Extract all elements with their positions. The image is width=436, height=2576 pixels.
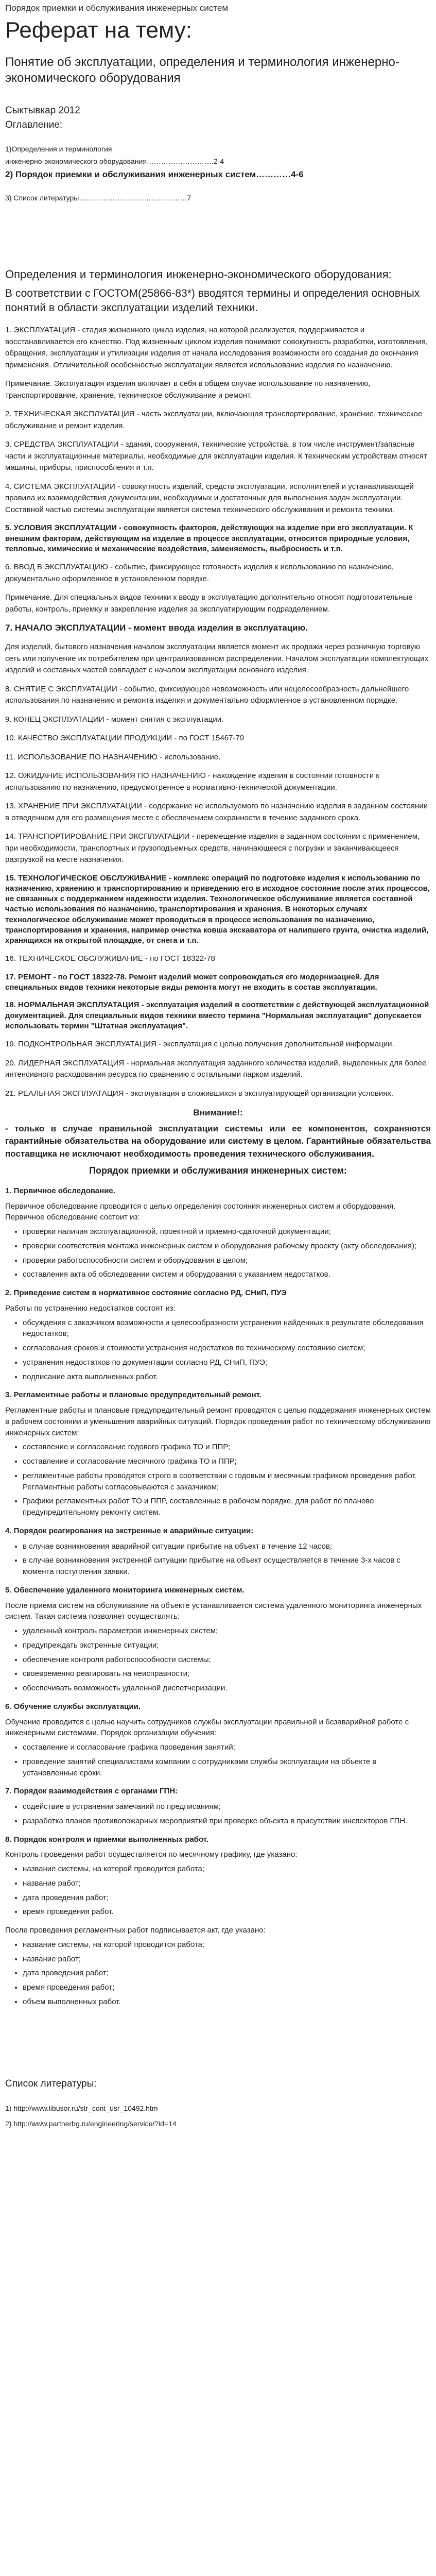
definition: Для изделий, бытового назначения началом эксплуатации является момент их продажи через розничную торговую сеть или получение их потребителем при централизованном распределении. Началом эксплуатации комплектующих изделий и составных частей совпадает с началом эксплуатации основного изделия. bbox=[5, 642, 429, 675]
list-item: • обсуждения с заказчиком возможности и целесообразности устранения найденных в результате обследования недостатков; bbox=[23, 1317, 431, 1340]
definition: 20. ЛИДЕРНАЯ ЭКСПЛУАТАЦИЯ - нормальная эксплуатация заданного количества изделий, выделенных для более интенсивного расходования ресурса по сравнению с остальными парком изделий. bbox=[5, 1058, 427, 1079]
step-list bbox=[5, 1442, 431, 1518]
step-text: Работы по устранению недостатков состоят из: bbox=[5, 1303, 176, 1313]
toc-item-3: 3) Список литературы………………………………………7 bbox=[5, 193, 191, 202]
list-item: • дата проведения работ; bbox=[23, 1892, 431, 1904]
step-text: После проведения регламентных работ подписывается акт, где указано: bbox=[5, 1926, 266, 1935]
definition: 13. ХРАНЕНИЕ ПРИ ЭКСПЛУАТАЦИИ - содержание не используемого по назначению изделия в заданном состоянии в отведенном для его размещения месте с обеспечением сохранности в течение заданного срока. bbox=[5, 802, 428, 822]
list-item: • своевременно реагировать на неисправности; bbox=[23, 1668, 431, 1680]
list-item: • составления акта об обследовании систем и оборудования с указанием недостатков. bbox=[23, 1269, 431, 1280]
step-list bbox=[5, 1317, 431, 1383]
step-title: 7. Порядок взаимодействия с органами ГПН: bbox=[5, 1787, 178, 1796]
list-item: • составление и согласование месячного графика ТО и ППР; bbox=[23, 1456, 431, 1467]
literature-link[interactable]: 1) http://www.libusor.ru/str_cont_usr_10492.htm bbox=[5, 2104, 158, 2113]
step-title: 1. Первичное обследование. bbox=[5, 1186, 115, 1195]
list-item: • проверки работоспособности систем и оборудования в целом; bbox=[23, 1255, 431, 1266]
doc-title: Реферат на тему: bbox=[5, 17, 192, 43]
definition-bold: 18. НОРМАЛЬНАЯ ЭКСПЛУАТАЦИЯ - эксплуатация изделий в соответствии с действующей эксплуатационной документацией. Для специальных видов техники вместо термина "Нормальная эксплуатация" допускается использовать термин "Штатная эксплуатация". bbox=[5, 1001, 429, 1030]
step-list bbox=[5, 1226, 431, 1280]
definition: 1. ЭКСПЛУАТАЦИЯ - стадия жизненного цикла изделия, на которой реализуется, поддерживается и восстанавливается его качество. Под жизненным циклом изделия понимают совокупность разработки, изготовления, обращения, эксплуатации и утилизации изделия от начала исследования возможности его создания до окончания применения. Отличительной особенностью эксплуатации является использование изделия по назначению. bbox=[5, 326, 428, 369]
definition: 9. КОНЕЦ ЭКСПЛУАТАЦИИ - момент снятия с эксплуатации. bbox=[5, 715, 224, 724]
step-text: После приема систем на обслуживание на объекте устанавливается система удаленного мониторинга инженерных систем. Такая система позволяет осуществлять: bbox=[5, 1601, 422, 1621]
toc-item-1: 1)Определения и терминология bbox=[5, 144, 112, 153]
list-item: • регламентные работы проводятся строго в соответствии с годовым и месячным графиком проведения работ. Регламентные работы согласовываются с заказчиком; bbox=[23, 1470, 431, 1493]
list-item: • проверки соответствия монтажа инженерных систем и оборудования рабочему проекту (акту обследования); bbox=[23, 1241, 431, 1252]
list-item: • удаленный контроль параметров инженерных систем; bbox=[23, 1625, 431, 1637]
definition: 4. СИСТЕМА ЭКСПЛУАТАЦИИ - совокупность изделий, средств эксплуатации, исполнителей и устанавливающей правила их взаимодействия документации, необходимых и достаточных для выполнения задач эксплуатации. Составной частью системы эксплуатации является система технического обслуживания и ремонта техники. bbox=[5, 482, 414, 514]
step-title: 4. Порядок реагирования на экстренные и аварийные ситуации: bbox=[5, 1526, 254, 1535]
list-item: • разработка планов противопожарных мероприятий при проверке объекта в присутствии инспекторов ГПН. bbox=[23, 1816, 431, 1827]
literature-section bbox=[5, 2077, 431, 2129]
list-item: • Графики регламентных работ ТО и ППР, составленные в рабочем порядке, для работ по планово предупредительному ремонту систем. bbox=[23, 1496, 431, 1518]
definition-bold: 17. РЕМОНТ - по ГОСТ 18322-78. Ремонт изделий может сопровождаться его модернизацией. Для специальных видов техники некоторые виды ремонта могут не входить в состав эксплуатации. bbox=[5, 972, 379, 992]
definition: 6. ВВОД В ЭКСПЛУАТАЦИЮ - событие, фиксирующее готовность изделия к использованию по назначению, документально оформленное в установленном порядке. bbox=[5, 563, 394, 583]
list-item: • время проведения работ. bbox=[23, 1906, 431, 1918]
step-list bbox=[5, 1625, 431, 1694]
attention-label: Внимание!: bbox=[193, 1108, 243, 1118]
list-item: • название системы, на которой проводится работа; bbox=[23, 1939, 431, 1951]
list-item: • дата проведения работ; bbox=[23, 1968, 431, 1979]
toc-item-1b: инженерно-экономического оборудования……………………….2-4 bbox=[5, 157, 224, 165]
definition: 12. ОЖИДАНИЕ ИСПОЛЬЗОВАНИЯ ПО НАЗНАЧЕНИЮ - нахождение изделия в состоянии готовности к использованию по назначению, предусмотренное в нормативно-технической документации. bbox=[5, 771, 379, 792]
step-list bbox=[5, 1541, 431, 1578]
list-item: • содействие в устранении замечаний по предписаниям; bbox=[23, 1801, 431, 1812]
definition: Примечание. Эксплуатация изделия включает в себя в общем случае использование по назначению, транспортирование, хранение, техническое обслуживание и ремонт. bbox=[5, 379, 371, 400]
list-item: • предупреждать экстренные ситуации; bbox=[23, 1640, 431, 1651]
list-item: • в случае возникновения аварийной ситуации прибытие на объект в течение 12 часов; bbox=[23, 1541, 431, 1552]
section-acceptance-heading: Порядок приемки и обслуживания инженерных систем: bbox=[89, 1165, 347, 1176]
list-item: • согласования сроков и стоимости устранения недостатков по техническому состоянию систем; bbox=[23, 1343, 431, 1354]
literature-link[interactable]: 2) http://www.partnerbg.ru/engineering/service/?id=14 bbox=[5, 2120, 177, 2128]
list-item: • в случае возникновения экстренной ситуации прибытие на объект осуществляется в течение 3-х часов с момента поступления заявки. bbox=[23, 1555, 431, 1578]
gost-intro: В соответствии с ГОСТОМ(25866-83*) вводятся термины и определения основных понятий в области эксплуатации изделий техники. bbox=[5, 287, 420, 314]
definition: 3. СРЕДСТВА ЭКСПЛУАТАЦИИ - здания, сооружения, технические устройства, в том числе инструмент/запасные части и эксплуатационные материалы, необходимые для эксплуатации изделия. К техническим устройствам относят машины, приборы, приспособления и т.п. bbox=[5, 440, 427, 472]
section-acceptance bbox=[5, 1164, 431, 2008]
definition: 16. ТЕХНИЧЕСКОЕ ОБСЛУЖИВАНИЕ - по ГОСТ 18322-78 bbox=[5, 954, 215, 963]
step-text: Регламентные работы и плановые предупредительный ремонт проводятся с целью поддержания инженерных систем в рабочем состоянии и уменьшения аварийных ситуаций. Порядок проведения работ по техническому обслуживанию инженерных систем: bbox=[5, 1406, 431, 1437]
list-item: • объем выполненных работ. bbox=[23, 1996, 431, 2008]
definitions-list-1 bbox=[5, 325, 431, 516]
definition-bold: 7. НАЧАЛО ЭКСПЛУАТАЦИИ - момент ввода изделия в эксплуатацию. bbox=[5, 623, 308, 633]
definition: 2. ТЕХНИЧЕСКАЯ ЭКСПЛУАТАЦИЯ - часть эксплуатации, включающая транспортирование, хранение, техническое обслуживание и ремонт изделия. bbox=[5, 410, 423, 430]
step-title: 5. Обеспечение удаленного мониторинга инженерных систем. bbox=[5, 1585, 245, 1595]
list-item: • название работ; bbox=[23, 1878, 431, 1889]
city-year: Сыктывкар 2012 bbox=[5, 105, 80, 116]
section-definitions bbox=[5, 267, 431, 1099]
definition: Примечание. Для специальных видов техники к вводу в эксплуатацию дополнительно относят подготовительные работы, контроль, приемку и закрепление изделия за эксплуатирующим подразделением. bbox=[5, 593, 413, 614]
literature-heading: Список литературы: bbox=[5, 2078, 97, 2089]
doc-subtitle: Понятие об эксплуатации, определения и терминология инженерно-экономического оборудования bbox=[5, 55, 399, 86]
toc-label: Оглавление: bbox=[5, 119, 63, 130]
toc-item-2: 2) Порядок приемки и обслуживания инженерных систем…………4-6 bbox=[5, 170, 304, 180]
attention-block bbox=[5, 1107, 431, 1161]
table-of-contents bbox=[5, 144, 431, 204]
step-title: 3. Регламентные работы и плановые предупредительный ремонт. bbox=[5, 1391, 261, 1400]
site-title: Порядок приемки и обслуживания инженерных систем bbox=[5, 3, 229, 13]
list-item: • название системы, на которой проводится работа; bbox=[23, 1863, 431, 1875]
list-item: • обеспечение контроля работоспособности системы; bbox=[23, 1654, 431, 1666]
definition: 14. ТРАНСПОРТИРОВАНИЕ ПРИ ЭКСПЛУАТАЦИИ - перемещение изделия в заданном состоянии с применением, при необходимости, транспортных и грузоподъемных средств, начинающееся с погрузки и заканчивающееся разгрузкой на месте назначения. bbox=[5, 832, 420, 865]
step-list bbox=[5, 1863, 431, 1918]
definition: 8. СНЯТИЕ С ЭКСПЛУАТАЦИИ - событие, фиксирующее невозможность или нецелесообразность дальнейшего использования по назначению и ремонта изделия и документально оформленное в установленном порядке. bbox=[5, 684, 409, 705]
list-item: • подписание акта выполненных работ. bbox=[23, 1371, 431, 1383]
list-item: • проведение занятий специалистами компании с сотрудниками службы эксплуатации на объекте в установленные сроки. bbox=[23, 1756, 431, 1779]
list-item: • составление и согласование годового графика ТО и ППР; bbox=[23, 1442, 431, 1453]
step-list bbox=[5, 1742, 431, 1778]
section-definitions-heading: Определения и терминология инженерно-экономического оборудования: bbox=[5, 268, 392, 281]
step-text: Обучение проводится с целью научить сотрудников службы эксплуатации правильной и безаварийной работе с инженерными системами. Порядок организации обучения: bbox=[5, 1717, 409, 1738]
list-item: • время проведения работ; bbox=[23, 1982, 431, 1993]
definition: 10. КАЧЕСТВО ЭКСПЛУАТАЦИИ ПРОДУКЦИИ - по ГОСТ 15467-79 bbox=[5, 734, 245, 743]
step-title: 6. Обучение службы эксплуатации. bbox=[5, 1702, 141, 1711]
step-text: Контроль проведения работ осуществляется по месячному графику, где указано: bbox=[5, 1850, 298, 1859]
definition-bold: 5. УСЛОВИЯ ЭКСПЛУАТАЦИИ - совокупность факторов, действующих на изделие при его эксплуатации. К внешним факторам, действующим на изделие в процессе эксплуатации, относятся природные условия, тепловые, химические и механические воздействия, заменяемость, выбросность и т.п. bbox=[5, 523, 413, 553]
step-title: 8. Порядок контроля и приемки выполненных работ. bbox=[5, 1835, 208, 1844]
list-item: • проверки наличия эксплуатационной, проектной и приемно-сдаточной документации; bbox=[23, 1226, 431, 1238]
definition: 11. ИСПОЛЬЗОВАНИЕ ПО НАЗНАЧЕНИЮ - использование. bbox=[5, 752, 221, 761]
step-text: Первичное обследование проводится с целью определения состояния инженерных систем и оборудования. Первичное обследование состоит из: bbox=[5, 1201, 396, 1222]
list-item: • обеспечивать возможность удаленной диспетчеризации. bbox=[23, 1683, 431, 1694]
definition: 21. РЕАЛЬНАЯ ЭКСПЛУАТАЦИЯ - эксплуатация в сложившихся в эксплуатирующей организации условиях. bbox=[5, 1089, 394, 1098]
definition: 19. ПОДКОНТРОЛЬНАЯ ЭКСПЛУАТАЦИЯ - эксплуатация с целью получения дополнительной информации. bbox=[5, 1040, 394, 1049]
list-item: • составление и согласование графика проведения занятий; bbox=[23, 1742, 431, 1753]
step-list bbox=[5, 1939, 431, 2008]
list-item: • название работ; bbox=[23, 1954, 431, 1965]
attention-text: - только в случае правильной эксплуатации системы или ее компонентов, сохраняются гарантийные обязательства на оборудование или систему в целом. Гарантийные обязательства поставщика не исключают необходимость проведения технического обслуживания. bbox=[5, 1123, 431, 1159]
definition-bold: 15. ТЕХНОЛОГИЧЕСКОЕ ОБСЛУЖИВАНИЕ - комплекс операций по подготовке изделия к использованию по назначению, хранению и транспортированию и приведению его в исходное состояние после этих процессов, не связанных с поддержанием надежности изделия. Технологическое обслуживание является составной частью использования по назначению, транспортирования и хранения. В некоторых случаях технологическое обслуживание может проводиться в процессе использования по назначению, транспортирования и хранения, например очистка ковша экскаватора от налипшего грунта, очистка изделий, хранящихся на открытой площадке, от снега и т.п. bbox=[5, 873, 430, 945]
step-list bbox=[5, 1801, 431, 1827]
step-title: 2. Приведение систем в нормативное состояние согласно РД, СНиП, ПУЭ bbox=[5, 1289, 287, 1297]
list-item: • устранения недостатков по документации согласно РД, СНиП, ПУЭ; bbox=[23, 1357, 431, 1368]
